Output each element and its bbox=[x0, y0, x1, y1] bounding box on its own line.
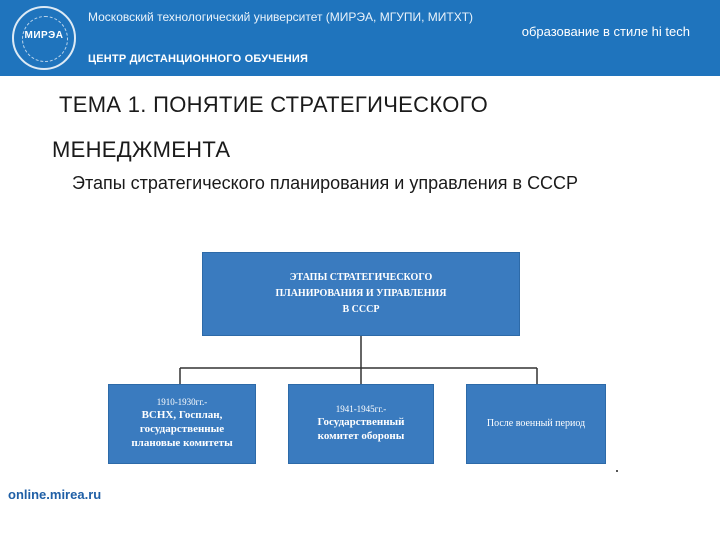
slogan: образование в стиле hi tech bbox=[521, 24, 690, 39]
stage-period: 1910-1930гг.- bbox=[156, 397, 208, 408]
diagram-root-box: ЭТАПЫ СТРАТЕГИЧЕСКОГО ПЛАНИРОВАНИЯ И УПРАВЛЕНИЯ В СССР bbox=[202, 252, 520, 336]
stage-box-3 bbox=[466, 384, 606, 464]
decorative-dot bbox=[616, 470, 618, 472]
slide-subtitle: Этапы стратегического планирования и управления в СССР bbox=[72, 173, 579, 193]
stage-box-2 bbox=[288, 384, 434, 464]
footer-site-link[interactable]: online.mirea.ru bbox=[8, 487, 102, 502]
stage-period: 1941-1945гг.- bbox=[335, 404, 387, 415]
stage-box-1 bbox=[108, 384, 256, 464]
university-name: Московский технологический университет (МИРЭА, МГУПИ, МИТХТ) bbox=[88, 10, 474, 24]
stage-text: После военный период bbox=[486, 417, 586, 429]
slide-title-line-2: МЕНЕДЖМЕНТА bbox=[52, 137, 231, 162]
slide-title-line-1: ТЕМА 1. ПОНЯТИЕ СТРАТЕГИЧЕСКОГО bbox=[59, 92, 489, 117]
center-name: ЦЕНТР ДИСТАНЦИОННОГО ОБУЧЕНИЯ bbox=[88, 53, 309, 65]
stage-text: Государственный комитет обороны bbox=[317, 416, 405, 442]
stage-text: ВСНХ, Госплан, государственные плановые комитеты bbox=[131, 409, 233, 449]
logo-text: МИРЭА bbox=[24, 30, 64, 41]
